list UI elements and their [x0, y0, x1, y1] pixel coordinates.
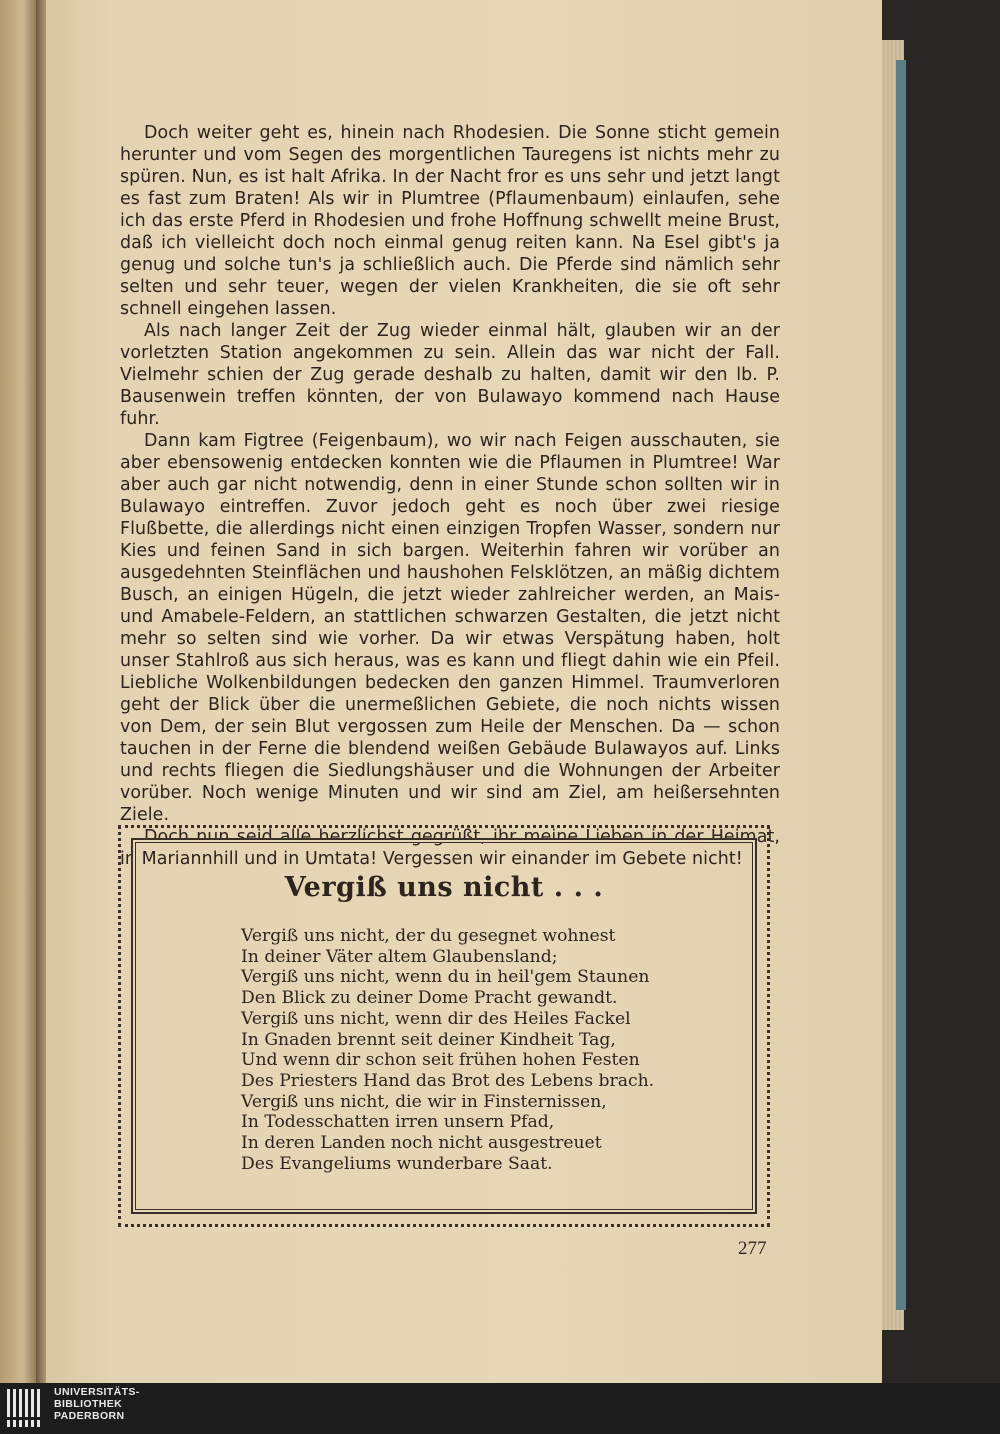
library-name-line: PADERBORN: [54, 1410, 125, 1422]
body-text: [120, 122, 780, 870]
library-name-line: UNIVERSITÄTS-: [54, 1386, 140, 1398]
poem-line: In Todesschatten irren unsern Pfad,: [241, 1112, 555, 1133]
poem-line: In deiner Väter altem Glaubensland;: [241, 946, 558, 967]
library-name-line: BIBLIOTHEK: [54, 1398, 123, 1410]
poem-line: Des Evangeliums wunderbare Saat.: [241, 1153, 553, 1174]
poem-line: Des Priesters Hand das Brot des Lebens brach.: [241, 1070, 655, 1091]
poem-frame: [118, 825, 770, 1227]
library-footer: [0, 1383, 1000, 1434]
poem-title: Vergiß uns nicht . . .: [284, 872, 604, 903]
paragraph: Als nach langer Zeit der Zug wieder einmal hält, glauben wir an der vorletzten Station angekommen zu sein. Allein das war nicht der Fall. Vielmehr schien der Zug gerade deshalb zu halten, damit wir den lb. P. Bausenwein treffen könnten, der von Bulawayo kommend nach Hause fuhr.: [120, 321, 780, 429]
poem-line: Vergiß uns nicht, der du gesegnet wohnest: [241, 926, 616, 946]
poem-line: Vergiß uns nicht, wenn du in heil'gem Staunen: [241, 967, 650, 988]
poem-line: Und wenn dir schon seit frühen hohen Festen: [241, 1050, 640, 1071]
page-number: 277: [738, 1238, 767, 1259]
cover-edge: [896, 60, 906, 1310]
poem-line: Vergiß uns nicht, die wir in Finsternissen,: [241, 1091, 607, 1112]
poem-line: Vergiß uns nicht, wenn dir des Heiles Fackel: [241, 1008, 631, 1029]
paragraph: Doch weiter geht es, hinein nach Rhodesien. Die Sonne sticht gemein herunter und vom Segen des morgentlichen Tauregens ist nichts mehr zu spüren. Nun, es ist halt Afrika. In der Nacht fror es uns sehr und jetzt langt es fast zum Braten! Als wir in Plumtree (Pflaumenbaum) einlaufen, sehe ich das erste Pferd in Rhodesien und frohe Hoffnung schwellt meine Brust, daß ich vielleicht doch noch einmal genug reiten kann. Na Esel gibt's ja genug und solche tun's ja schließlich auch. Die Pferde sind nämlich sehr selten und sehr teuer, wegen der vielen Krankheiten, die sie oft sehr schnell eingehen lassen.: [120, 123, 780, 319]
facing-page-edge: [0, 0, 38, 1383]
paragraph: Dann kam Figtree (Feigenbaum), wo wir nach Feigen ausschauten, sie aber ebensowenig entdecken konnten wie die Pflaumen in Plumtree! War aber auch gar nicht notwendig, denn in einer Stunde schon sollten wir in Bulawayo eintreffen. Zuvor jedoch geht es noch über zwei riesige Flußbette, die allerdings nicht einen einzigen Tropfen Wasser, sondern nur Kies und feinen Sand in sich bargen. Weiterhin fahren wir vorüber an ausgedehnten Steinflächen und haushohen Felsklötzen, an mäßig dichtem Busch, an einigen Hügeln, die jetzt wieder zahlreicher werden, an Mais- und Amabele-Feldern, an stattlichen schwarzen Gestalten, die jetzt nicht mehr so selten sind wie vorher. Da wir etwas Verspätung haben, holt unser Stahlroß aus sich heraus, was es kann und fliegt dahin wie ein Pfeil. Liebliche Wolkenbildungen bedecken den ganzen Himmel. Traumverloren geht der Blick über die unermeßlichen Gebiete, die noch nichts wissen von Dem, der sein Blut vergossen zum Heile der Menschen. Da — schon tauchen in der Ferne die blendend weißen Gebäude Bulawayos auf. Links und rechts fliegen die Siedlungshäuser und die Wohnungen der Arbeiter vorüber. Noch wenige Minuten und wir sind am Ziel, am heißersehnten Ziele.: [120, 431, 780, 825]
poem-line: Den Blick zu deiner Dome Pracht gewandt.: [241, 988, 618, 1009]
paragraph: Doch nun seid alle herzlichst gegrüßt, ihr meine Lieben in der Heimat, in Mariannhill und in Umtata! Vergessen wir einander im Gebete nicht!: [120, 827, 780, 869]
poem-line: In Gnaden brennt seit deiner Kindheit Tag,: [241, 1029, 616, 1050]
poem-line: In deren Landen noch nicht ausgestreuet: [241, 1133, 602, 1154]
library-logo-icon: [6, 1387, 46, 1429]
poem-text: [241, 926, 661, 1174]
library-name: [54, 1386, 140, 1422]
